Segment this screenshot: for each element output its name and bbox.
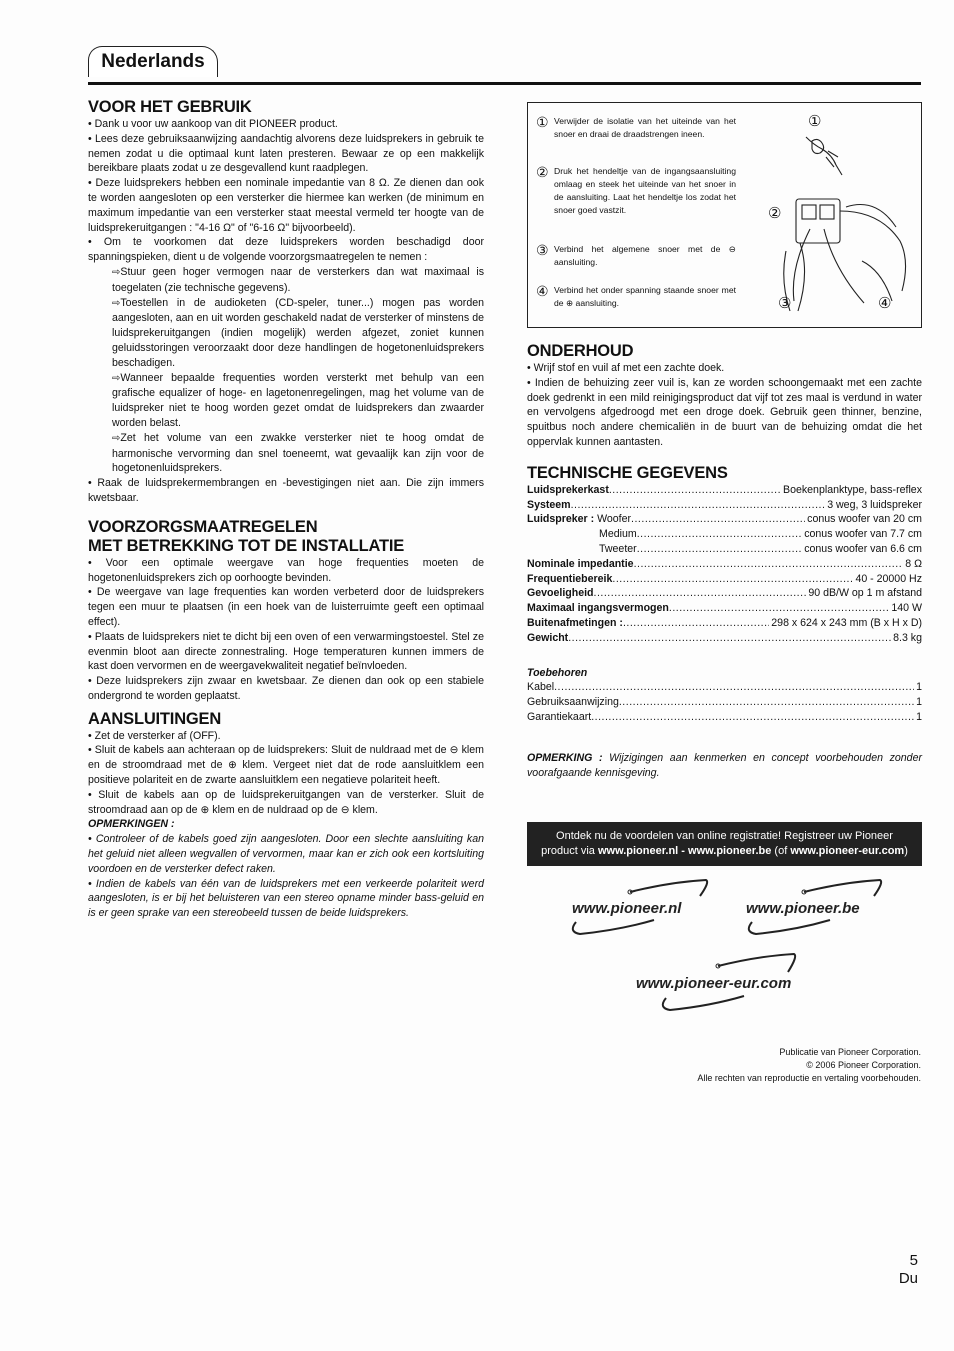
bullet-item [88,431,484,476]
paragraph: • Voor een optimale weergave van hoge frequenties moeten de hogetonenluidsprekers zich op oorhoogte bevinden. [88,556,484,584]
spec-label: Luidsprekerkast [527,483,609,496]
step-text: Verbind het onder spanning staande snoer met de ⊕ aansluiting. [554,285,736,308]
spec-value: conus woofer van 6.6 cm [804,542,922,555]
page-number [899,1252,918,1288]
step-number: ④ [536,283,549,299]
swoosh-bottom-nl [566,918,656,940]
spec-value: conus woofer van 7.7 cm [804,528,922,541]
accessory-count: 1 [916,681,922,694]
banner-link[interactable]: www.pioneer.nl - www.pioneer.be [597,845,772,858]
spec-table [527,483,922,646]
section-title-voor-het-gebruik: VOOR HET GEBRUIK [88,98,252,116]
arrow-icon: ⇨ [112,372,121,384]
note-label: OPMERKING : [527,751,603,764]
paragraph: • Zet de versterker af (OFF). [88,729,221,742]
step-number: ① [536,114,549,130]
banner-line-2 [539,844,910,859]
banner-link[interactable]: www.pioneer-eur.com [790,845,905,858]
arrow-icon: ⇨ [112,432,121,444]
header-rule [88,82,921,85]
notes-title: OPMERKINGEN : [88,818,175,831]
arrow-icon: ⇨ [112,266,121,278]
bullet-text: Wanneer bepaalde frequenties worden versterkt met behulp van een grafische equalizer of hoge- en lagetonenregelingen, mag het volume van de luidspreker niet te hoog worden gezet omdat de luidsprekers dan zwaarder worden belast. [112,371,484,429]
paragraph: • De weergave van lage frequenties kan worden verbeterd door de luidsprekers tegen een muur te plaatsen (in een hoek van de luisterruimte geeft een optimaal effect). [88,586,484,628]
bullet-text: Toestellen in de audioketen (CD-speler, tuner...) mogen pas worden aangesloten, aan en uit worden geschakeld nadat de versterker of minstens de luidsprekeruitgangen (indien mogelijk) werden afgezet, zoniet kunnen geluidsstoringen veroorzaakt door deze handlingen de hogetonenluidsprekers beschadigen. [112,296,484,369]
wire-and-terminal-drawing [766,111,916,321]
spec-row [527,631,922,646]
swoosh-top-be [800,878,890,900]
spec-label: Systeem [527,498,571,511]
accessory-row [527,680,922,695]
spec-value: 8.3 kg [893,631,922,644]
accessory-count: 1 [916,696,922,709]
page-number-value: 5 [909,1252,918,1269]
step-text: Verwijder de isolatie van het uiteinde van het snoer en draai de draadstrengen ineen. [554,116,736,139]
bullet-item [88,296,484,371]
spec-value: 40 - 20000 Hz [855,572,922,585]
step-text: Druk het hendeltje van de ingangsaansluiting omlaag en steek het uiteinde van het snoer in de aansluiting. Laat het hendeltje los zodat het snoer goed vastzit. [554,166,736,215]
registration-banner [527,822,922,866]
spec-label: Frequentiebereik [527,572,613,585]
spec-label: Maximaal ingangsvermogen [527,602,669,615]
spec-sublabel: Tweeter [599,542,637,555]
paragraph: • Sluit de kabels aan op de luidsprekeruitgangen van de versterker. Sluit de stroomdraad aan op de ⊕ klem en de nuldraad op de ⊖ klem. [88,788,484,816]
step-number: ② [536,164,549,180]
accessory-row [527,695,922,710]
section-title-technische-gegevens: TECHNISCHE GEGEVENS [527,463,728,482]
paragraph: • Indien de behuizing zeer vuil is, kan ze worden schoongemaakt met een zachte doek gedrenkt in een mild reinigingsproduct dat vijf tot zes maal is verdund in water en vervolgens afgedroogd met een droge doek. Gebruik geen thinner, benzine, spuitbus noch andere chemicaliën in de buurt van de behuizing omdat die het oppervlak kunnen aantasten. [527,376,922,448]
illus-label-2: ② [768,205,782,222]
spec-label: Buitenafmetingen : [527,616,623,629]
accessories-list [527,680,922,724]
spec-row [527,542,922,557]
spec-row [527,527,922,542]
accessory-label: Gebruiksaanwijzing [527,696,619,709]
paragraph: • Raak de luidsprekermembrangen en -bevestigingen niet aan. Die zijn immers kwetsbaar. [88,477,484,504]
rights-line: Alle rechten van reproductie en vertaling voorbehouden. [697,1073,921,1083]
language-tab [88,46,218,77]
section-title-aansluitingen: AANSLUITINGEN [88,709,222,728]
bullet-text: Stuur geen hoger vermogen naar de versterkers dan wat maximaal is toegelaten (zie technische gegevens). [112,265,484,294]
section-title-voorzorgsmaatregelen: VOORZORGSMAATREGELEN [88,517,318,536]
step-text: Verbind het algemene snoer met de ⊖ aansluiting. [554,244,736,267]
spec-row [527,498,922,513]
paragraph: • Om te voorkomen dat deze luidsprekers worden beschadigd door spanningspieken, dient u de volgende voorzorgsmaatregelen te nemen : [88,236,484,264]
accessories-title: Toebehoren [527,666,588,679]
bullet-item [88,371,484,431]
spec-label: Gevoeligheid [527,587,594,600]
step-number: ③ [536,242,549,258]
banner-text: (of [771,845,791,858]
page-language-code: Du [898,1270,918,1287]
arrow-icon: ⇨ [112,297,121,309]
spec-value: 298 x 624 x 243 mm (B x H x D) [771,616,922,629]
spec-row [527,601,922,616]
accessory-count: 1 [916,710,922,723]
spec-label: Gewicht [527,631,569,644]
step-2 [536,165,736,217]
paragraph: • Wrijf stof en vuil af met een zachte doek. [527,362,725,374]
language-label: Nederlands [101,51,205,72]
paragraph: • Lees deze gebruiksaanwijzing aandachtig alvorens deze luidsprekers in gebruik te nemen zodat u die optimaal kunt laten presteren. Bewaar ze op een makkelijk bereikbare plaats zodat u ze desgevallend kunt raadplegen. [88,132,484,175]
swoosh-top-nl [626,878,716,900]
paragraph: • Dank u voor uw aankoop van dit PIONEER product. [88,118,338,130]
left-column [88,98,484,921]
logo-pioneer-eur[interactable]: www.pioneer-eur.com [636,975,792,992]
note-item: • Indien de kabels van één van de luidsprekers met een verkeerde polariteit werd aangesloten, is er bij het beluisteren van een stereo opname minder bass-geluid en is er geen sprake van een stereobeeld tussen de beide luidsprekers. [88,877,484,920]
note-item: • Controleer of de kabels goed zijn aangesloten. Door een slechte aansluiting kan het geluid niet alleen wegvallen of vervormen, maar kan er zich ook een kortsluiting voordoen en de versterker defect raken. [88,833,484,875]
spec-row [527,572,922,587]
spec-row [527,586,922,601]
right-column [527,102,922,866]
paragraph: • Deze luidsprekers zijn zwaar en kwetsbaar. Ze dienen dan ook op een stabiele ondergrond te worden geplaatst. [88,675,484,702]
bullet-item [88,265,484,296]
spec-value: 90 dB/W op 1 m afstand [808,587,922,600]
connection-instructions-box [527,102,922,328]
spec-row [527,483,922,498]
publication-info [697,1046,921,1085]
publication-line: Publicatie van Pioneer Corporation. [779,1047,921,1057]
swoosh-bottom-be [742,918,832,940]
step-4 [536,284,736,310]
section-title-onderhoud: ONDERHOUD [527,342,634,360]
banner-text: ) [904,845,908,858]
swoosh-top-eur [714,952,804,976]
step-1 [536,115,736,141]
spec-label: Luidspreker : [527,513,595,526]
spec-value: 8 Ω [905,557,922,570]
spec-note [527,751,922,781]
spec-value: conus woofer van 20 cm [807,513,922,526]
logo-pioneer-nl[interactable]: www.pioneer.nl [572,900,682,917]
logo-pioneer-be[interactable]: www.pioneer.be [746,900,860,917]
accessory-label: Kabel [527,681,555,694]
spec-label: Nominale impedantie [527,557,634,570]
banner-line-1: Ontdek nu de voordelen van online registratie! Registreer uw Pioneer [556,830,893,843]
accessory-row [527,710,922,725]
swoosh-bottom-eur [656,994,746,1018]
paragraph: • Sluit de kabels aan achteraan op de luidsprekers: Sluit de nuldraad met de ⊖ klem en de stroomdraad met de ⊕ klem. Vergeet niet dat de rode aansluitklem een positieve polariteit en de zwarte aansluitklem een negatieve polariteit heeft. [88,744,484,787]
illus-label-1: ① [808,113,822,130]
accessory-label: Garantiekaart [527,710,592,723]
note-text: Wijzigingen aan kenmerken en concept voorbehouden zonder voorafgaande kennisgeving. [527,751,922,779]
copyright-line: © 2006 Pioneer Corporation. [806,1060,921,1070]
bullet-text: Zet het volume van een zwakke versterker niet te hoog omdat de harmonische vervorming dan snel toeneemt, wat gevaalijk kan zijn voor de hogetonenluidsprekers. [112,431,484,475]
section-title-installatie: MET BETREKKING TOT DE INSTALLATIE [88,536,405,555]
spec-sublabel: Medium [599,528,637,541]
spec-row [527,616,922,631]
paragraph: • Deze luidsprekers hebben een nominale impedantie van 8 Ω. Ze dienen dan ook te worden aangesloten op een versterker die hiermee kan werken (de minimum en maximum impedantie van een versterker staat meestal vermeld ter hoogte van de luidsprekeruitgangen : "4-16 Ω" of "6-16 Ω" bijvoorbeeld). [88,177,484,234]
spec-value: Boekenplanktype, bass-reflex [783,483,922,496]
spec-value: 3 weg, 3 luidspreker [827,498,922,511]
spec-value: 140 W [891,602,922,615]
spec-row [527,557,922,572]
spec-sublabel: Woofer [597,513,632,526]
illus-label-4: ④ [878,295,892,312]
step-3 [536,243,736,269]
paragraph: • Plaats de luidsprekers niet te dicht bij een oven of een verwarmingstoestel. Stel ze evenmin bloot aan directe zonnestraling. Hoge temperaturen kunnen immers de kast doen vervormen en de weergavekwaliteit negatief beïnvloeden. [88,630,484,673]
illus-label-3: ③ [778,295,792,312]
connection-illustration [766,111,916,321]
banner-text: product via [541,845,598,858]
spec-row [527,512,922,527]
